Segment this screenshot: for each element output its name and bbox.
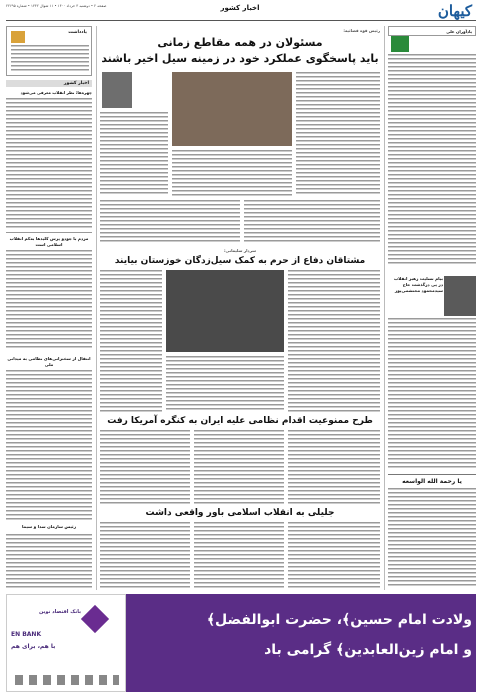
left-top-box	[6, 26, 92, 76]
left-text-block-1	[6, 98, 92, 228]
column-divider	[96, 26, 97, 590]
second-story	[100, 200, 380, 412]
second-text-right	[288, 270, 380, 412]
ad-line-1: ولادت امام حسین﴾، حضرت ابوالفضل﴾	[206, 612, 472, 628]
left-text-block-3	[6, 370, 92, 520]
second-kicker: سردار سلیمانی:	[223, 248, 257, 253]
main-story	[100, 26, 380, 196]
left-section-bar	[6, 80, 92, 87]
right-photo	[444, 276, 476, 316]
second-text-left	[100, 270, 162, 412]
bank-en: EN BANK	[11, 631, 42, 638]
left-text-block-2	[6, 250, 92, 350]
main-headline-line2: باید پاسخگوی عملکرد خود در زمینه سیل اخیر باشند	[101, 52, 379, 65]
second-headline: مشتاقان دفاع از حرم به کمک سیل‌زدگان خوزستان بیایند	[114, 256, 366, 266]
second-top-text-a	[100, 200, 240, 244]
section-title: اخبار کشور	[220, 4, 260, 12]
bank-name: بانک اقتصاد نوین	[38, 609, 81, 615]
main-kicker: رئیس قوه قضائیه:	[343, 28, 380, 33]
ad-logo-panel	[6, 594, 126, 692]
second-text-mid	[166, 356, 284, 412]
third-text-b	[194, 430, 284, 504]
right-top-title: یادآوران علی	[446, 29, 472, 34]
left-top-box-title: یادداشت	[68, 30, 87, 35]
right-rule	[388, 474, 476, 475]
fourth-text-a	[100, 522, 190, 590]
fourth-headline: جلیلی به انقلاب اسلامی باور واقعی داشت	[145, 508, 335, 518]
second-top-text-b	[244, 200, 380, 244]
fourth-text-c	[288, 522, 380, 590]
left-top-box-text	[11, 45, 89, 73]
ad-icons-row	[15, 675, 119, 685]
fourth-story	[100, 508, 380, 590]
third-text-c	[288, 430, 380, 504]
column-divider	[384, 26, 385, 590]
right-top-box	[388, 26, 476, 36]
soleimani-photo	[166, 270, 284, 352]
bank-slogan: با هم، برای هم	[11, 643, 56, 650]
right-bottom-headline: یا رحمة الله الواسعه	[402, 478, 462, 485]
left-small-headline: چهره‌ها: نظر انقلاب معرفی می‌شود	[20, 90, 92, 95]
right-text-block-1	[388, 54, 476, 264]
fourth-text-b	[194, 522, 284, 590]
ad-banner	[6, 594, 476, 692]
main-text-left	[100, 112, 168, 196]
left-rule	[6, 232, 92, 233]
header-rule	[6, 20, 476, 21]
person-photo	[102, 72, 132, 108]
logo: کیهان	[437, 2, 472, 20]
main-headline-line1: مسئولان در همه مقاطع زمانی	[157, 36, 323, 49]
right-text-block-3	[388, 488, 476, 588]
left-bottom-headline: رئیس سازمان سدا و سیما	[21, 524, 77, 529]
third-text-a	[100, 430, 190, 504]
ad-line-2: و امام زین‌العابدین﴾ گرامی باد	[264, 642, 472, 658]
left-section-title: اخبار کشور	[63, 81, 89, 86]
left-column	[6, 26, 92, 590]
right-text-block-2	[388, 318, 476, 468]
gift-icon	[11, 31, 25, 43]
third-headline: طرح ممنوعیت اقدام نظامی علیه ایران به کنگره آمریکا رفت	[107, 416, 373, 426]
left-lower-headline: انتقال از سخنرانی‌های نظامی به میدانی ملی	[7, 356, 91, 367]
bank-logo-icon	[81, 605, 109, 633]
main-text-right	[296, 72, 380, 196]
date-line: صفحه ۲ • دوشنبه ۳ خرداد ۱۴۰۰ • ۱۱ شوال ۱۴۴۲ • شماره ۲۲۶۹۵	[6, 4, 107, 8]
main-photo	[172, 72, 292, 146]
right-headline: بیام تسلیت رهبر انقلاب در پی درگذشت حاج سیدمحمود محتشمی‌پور	[393, 276, 443, 293]
left-text-block-4	[6, 534, 92, 588]
right-column	[388, 26, 476, 590]
main-text-mid	[172, 150, 292, 196]
left-mid-headline: مردم با جودو پرس کلیدها به‌کم انقلاب اسلامی است	[9, 236, 89, 247]
masthead	[0, 0, 482, 22]
green-logo-icon	[391, 36, 409, 52]
third-story	[100, 416, 380, 504]
